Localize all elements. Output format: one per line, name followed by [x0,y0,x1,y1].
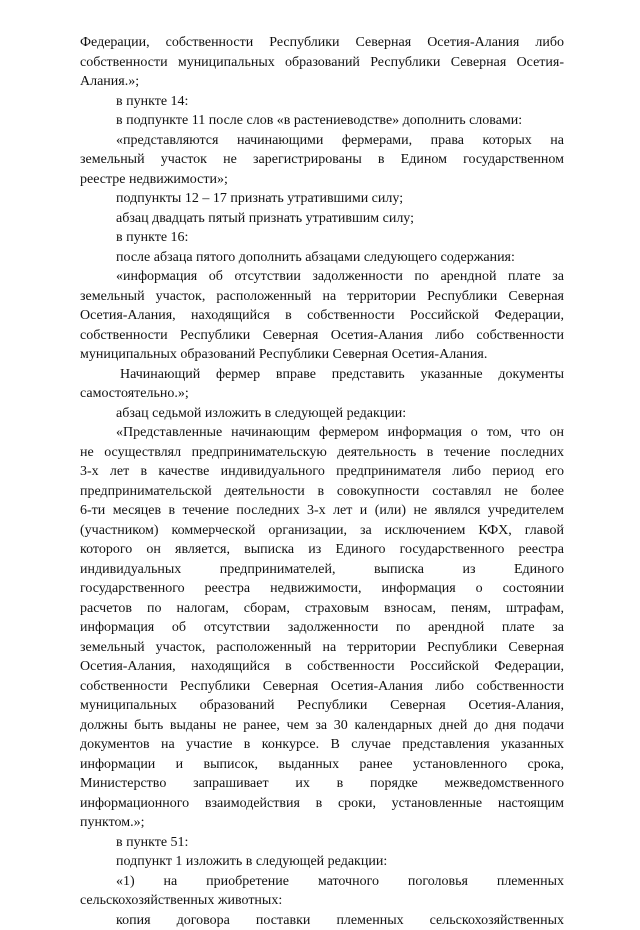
text-line: сельскохозяйственных животных: [80,891,564,911]
text-line: документов на участие в конкурсе. В случае представления указанных [80,735,564,755]
text-line: Министерство запрашивает их в порядке межведомственного [80,774,564,794]
text-line: после абзаца пятого дополнить абзацами следующего содержания: [80,248,564,268]
text-line: Осетия-Алания, находящийся в собственности Российской Федерации, [80,306,564,326]
text-line: государственного реестра недвижимости, информация о состоянии [80,579,564,599]
text-line: земельный участок, расположенный на территории Республики Северная [80,287,564,307]
text-line: в пункте 16: [80,228,564,248]
text-line: предпринимательской деятельности в совокупности составлял не более [80,482,564,502]
text-line: копия договора поставки племенных сельскохозяйственных [80,911,564,930]
text-line: информации и выписок, выданных ранее установленного срока, [80,755,564,775]
text-line: собственности Республики Северная Осетия-Алания либо собственности [80,677,564,697]
text-line: информация об отсутствии задолженности по арендной плате за [80,618,564,638]
text-line: Начинающий фермер вправе представить указанные документы [80,365,564,385]
text-line: «1) на приобретение маточного поголовья племенных [80,872,564,892]
text-line: должны быть выданы не ранее, чем за 30 календарных дней до дня подачи [80,716,564,736]
text-line: которого он является, выписка из Единого государственного реестра [80,540,564,560]
text-line: 3-х лет в качестве индивидуального предпринимателя либо период его [80,462,564,482]
text-line: в подпункте 11 после слов «в растениеводстве» дополнить словами: [80,111,564,131]
text-line: абзац двадцать пятый признать утратившим силу; [80,209,564,229]
text-line: Осетия-Алания, находящийся в собственности Российской Федерации, [80,657,564,677]
text-line: муниципальных образований Республики Северная Осетия-Алания. [80,345,564,365]
text-line: собственности Республики Северная Осетия-Алания либо собственности [80,326,564,346]
text-line: индивидуальных предпринимателей, выписка из Единого [80,560,564,580]
text-line: абзац седьмой изложить в следующей редакции: [80,404,564,424]
text-line: (участником) коммерческой организации, за исключением КФХ, главой [80,521,564,541]
text-line: не осуществлял предпринимательскую деятельность в течение последних [80,443,564,463]
text-line: «Представленные начинающим фермером информация о том, что он [80,423,564,443]
text-line: самостоятельно.»; [80,384,564,404]
text-line: в пункте 51: [80,833,564,853]
document-body [80,33,564,930]
text-line: «представляются начинающими фермерами, права которых на [80,131,564,151]
text-line: информационного взаимодействия в сроки, установленные настоящим [80,794,564,814]
text-line: собственности муниципальных образований Республики Северная Осетия- [80,53,564,73]
text-line: Алания.»; [80,72,564,92]
text-line: 6-ти месяцев в течение последних 3-х лет и (или) не являлся учредителем [80,501,564,521]
text-line: расчетов по налогам, сборам, страховым взносам, пеням, штрафам, [80,599,564,619]
text-line: в пункте 14: [80,92,564,112]
text-line: реестре недвижимости»; [80,170,564,190]
text-line: земельный участок не зарегистрированы в Едином государственном [80,150,564,170]
text-line: «информация об отсутствии задолженности по арендной плате за [80,267,564,287]
text-line: подпункт 1 изложить в следующей редакции: [80,852,564,872]
text-line: Федерации, собственности Республики Северная Осетия-Алания либо [80,33,564,53]
text-line: муниципальных образований Республики Северная Осетия-Алания, [80,696,564,716]
text-line: пунктом.»; [80,813,564,833]
text-line: подпункты 12 – 17 признать утратившими силу; [80,189,564,209]
text-line: земельный участок, расположенный на территории Республики Северная [80,638,564,658]
